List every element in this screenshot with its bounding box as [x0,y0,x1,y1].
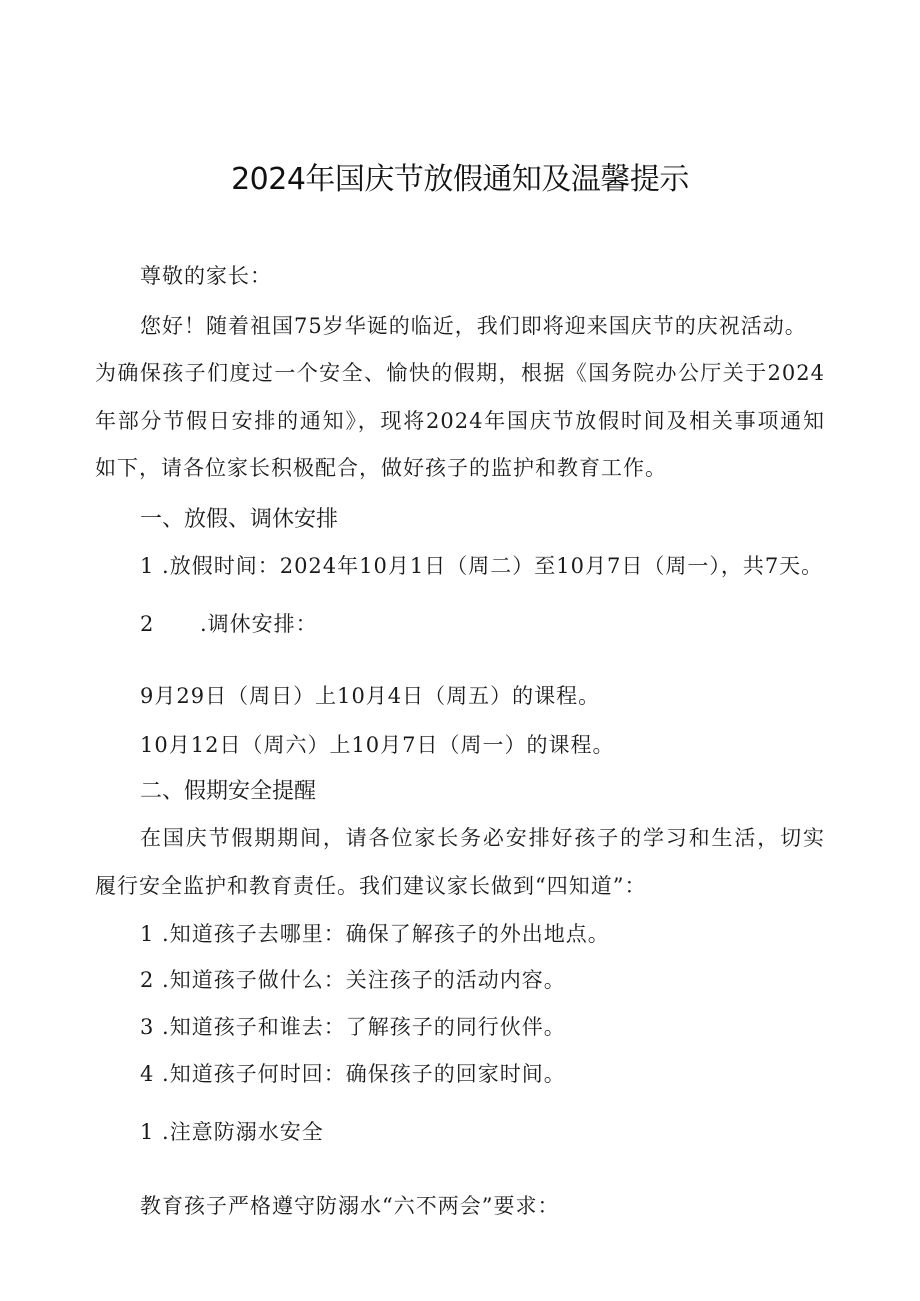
intro-line-3: 年部分节假日安排的通知》，现将2024年国庆节放假时间及相关事项通知 [95,409,825,433]
section-heading-safety: 二、假期安全提醒 [140,779,317,804]
drowning-safety-heading: 1 .注意防溺水安全 [140,1120,324,1144]
know-item: 4 .知道孩子何时回：确保孩子的回家时间。 [140,1062,566,1086]
safety-para-line-1: 在国庆节假期期间，请各位家长务必安排好孩子的学习和生活，切实 [140,826,825,850]
makeup-item-number: 2 [140,612,155,636]
drowning-safety-text: 教育孩子严格遵守防溺水“六不两会”要求： [140,1194,560,1218]
makeup-day-2: 10月12日（周六）上10月7日（周一）的课程。 [140,733,615,757]
know-item: 1 .知道孩子去哪里：确保了解孩子的外出地点。 [140,922,610,946]
intro-line-1: 您好！随着祖国75岁华诞的临近，我们即将迎来国庆节的庆祝活动。 [140,314,807,338]
intro-line-4: 如下，请各位家长积极配合，做好孩子的监护和教育工作。 [95,456,667,480]
makeup-item-label: .调休安排： [200,612,318,636]
salutation: 尊敬的家长： [140,264,272,288]
section-heading-schedule: 一、放假、调休安排 [140,507,339,532]
know-item: 2 .知道孩子做什么：关注孩子的活动内容。 [140,968,566,992]
intro-line-2: 为确保孩子们度过一个安全、愉快的假期，根据《国务院办公厅关于2024 [95,361,825,385]
know-item: 3 .知道孩子和谁去：了解孩子的同行伙伴。 [140,1015,566,1039]
document-title: 2024年国庆节放假通知及温馨提示 [231,162,689,197]
holiday-dates-item: 1 .放假时间：2024年10月1日（周二）至10月7日（周一），共7天。 [140,554,824,578]
makeup-day-1: 9月29日（周日）上10月4日（周五）的课程。 [140,684,601,708]
safety-para-line-2: 履行安全监护和教育责任。我们建议家长做到“四知道”： [95,874,647,898]
